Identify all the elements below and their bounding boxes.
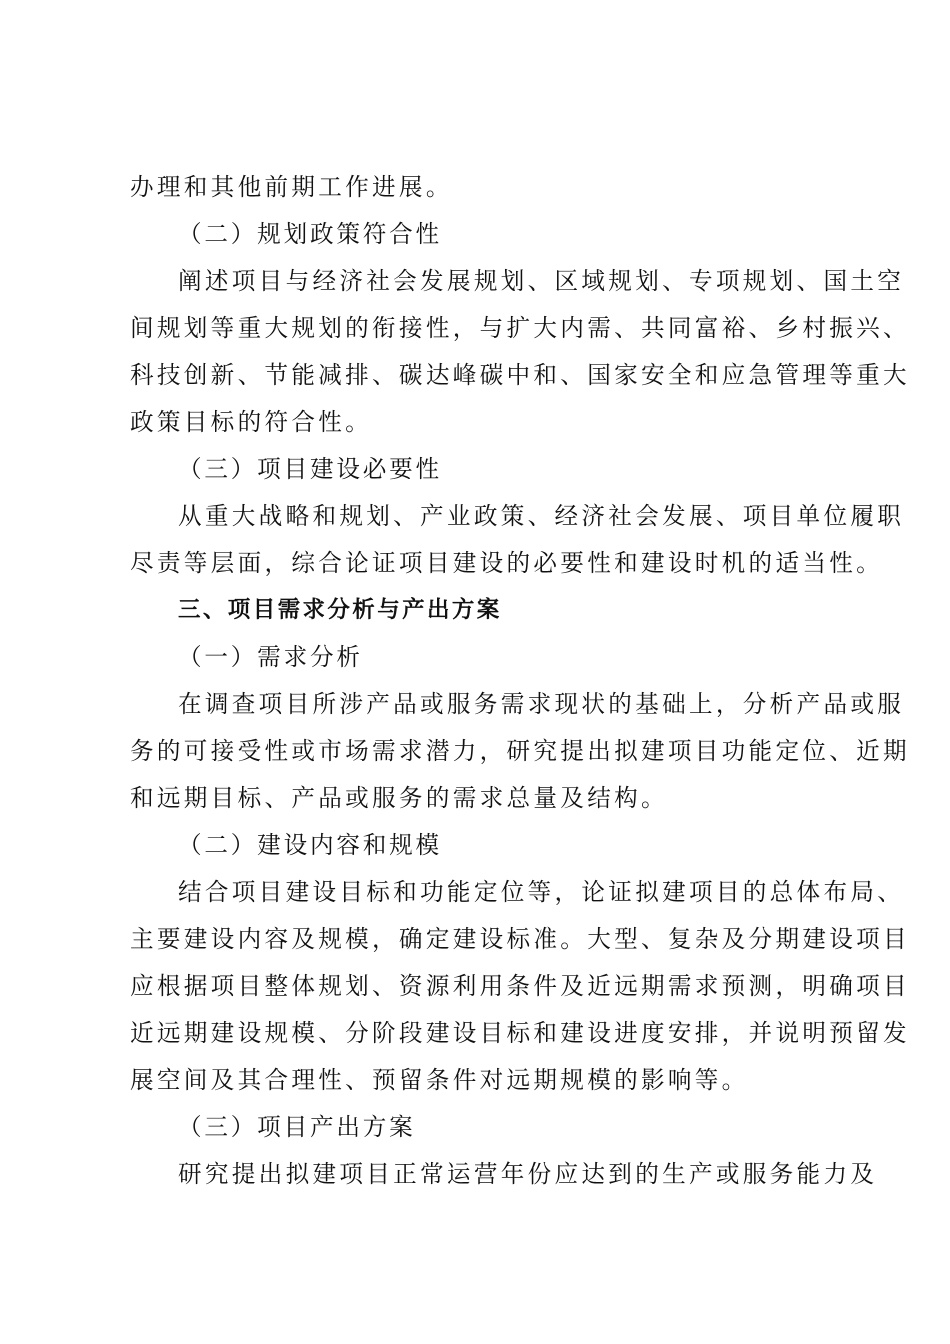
subheading-construction-scope: （二）建设内容和规模 (178, 831, 442, 859)
subheading-output-plan: （三）项目产出方案 (178, 1113, 416, 1141)
paragraph-line: 和远期目标、产品或服务的需求总量及结构。 (130, 784, 668, 812)
paragraph-line: 从重大战略和规划、产业政策、经济社会发展、项目单位履职 (178, 502, 905, 530)
paragraph-line: 科技创新、节能减排、碳达峰碳中和、国家安全和应急管理等重大 (130, 361, 910, 389)
subheading-planning-policy: （二）规划政策符合性 (178, 220, 442, 248)
paragraph-line: 间规划等重大规划的衔接性，与扩大内需、共同富裕、乡村振兴、 (130, 314, 910, 342)
paragraph-line: 尽责等层面，综合论证项目建设的必要性和建设时机的适当性。 (130, 549, 884, 577)
paragraph-line: 结合项目建设目标和功能定位等，论证拟建项目的总体布局、 (178, 878, 905, 906)
paragraph-line: 政策目标的符合性。 (130, 408, 373, 436)
section-heading: 三、项目需求分析与产出方案 (178, 597, 502, 623)
paragraph-line: 阐述项目与经济社会发展规划、区域规划、专项规划、国土空 (178, 267, 905, 295)
paragraph-line: 应根据项目整体规划、资源利用条件及近远期需求预测，明确项目 (130, 972, 910, 1000)
paragraph-line: 研究提出拟建项目正常运营年份应达到的生产或服务能力及 (178, 1160, 878, 1188)
paragraph-line: 在调查项目所涉产品或服务需求现状的基础上，分析产品或服 (178, 690, 905, 718)
paragraph-line: 近远期建设规模、分阶段建设目标和建设进度安排，并说明预留发 (130, 1019, 910, 1047)
paragraph-line: 办理和其他前期工作进展。 (130, 173, 453, 201)
paragraph-line: 展空间及其合理性、预留条件对远期规模的影响等。 (130, 1066, 749, 1094)
paragraph-line: 务的可接受性或市场需求潜力，研究提出拟建项目功能定位、近期 (130, 737, 910, 765)
subheading-necessity: （三）项目建设必要性 (178, 455, 442, 483)
subheading-demand-analysis: （一）需求分析 (178, 643, 363, 671)
paragraph-line: 主要建设内容及规模，确定建设标准。大型、复杂及分期建设项目 (130, 925, 910, 953)
